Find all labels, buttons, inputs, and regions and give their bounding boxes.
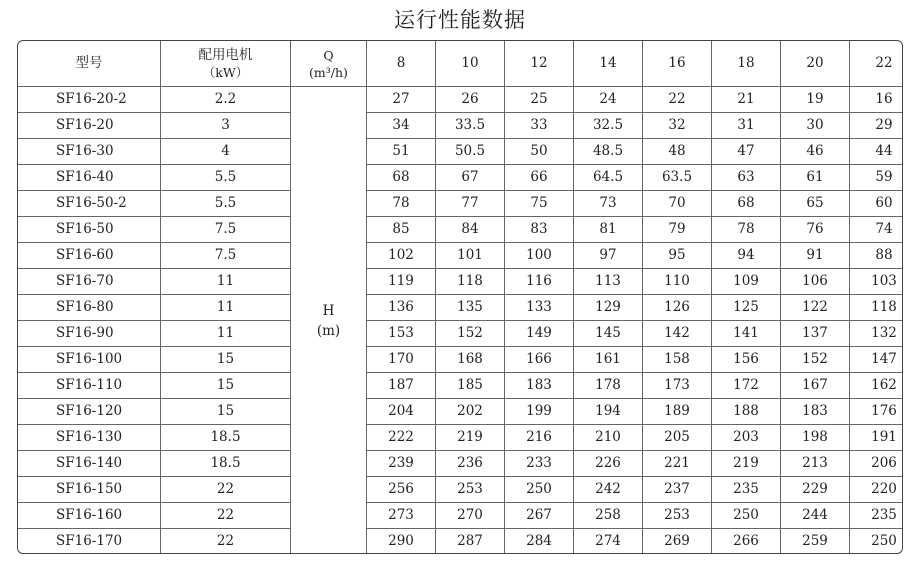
model-cell: SF16-140 bbox=[18, 451, 161, 477]
head-value-cell: 136 bbox=[367, 295, 436, 321]
head-value-cell: 101 bbox=[436, 243, 505, 269]
head-value-cell: 158 bbox=[643, 347, 712, 373]
head-value-cell: 32.5 bbox=[574, 113, 643, 139]
motor-power-cell: 22 bbox=[161, 529, 291, 555]
head-value-cell: 189 bbox=[643, 399, 712, 425]
head-value-cell: 156 bbox=[712, 347, 781, 373]
head-value-cell: 233 bbox=[505, 451, 574, 477]
head-value-cell: 253 bbox=[436, 477, 505, 503]
head-value-cell: 106 bbox=[781, 269, 850, 295]
motor-power-cell: 22 bbox=[161, 477, 291, 503]
head-value-cell: 152 bbox=[436, 321, 505, 347]
head-value-cell: 66 bbox=[505, 165, 574, 191]
table-row bbox=[18, 399, 904, 425]
motor-power-cell: 5.5 bbox=[161, 191, 291, 217]
header-flow-q bbox=[291, 41, 367, 87]
table-row bbox=[18, 451, 904, 477]
head-value-cell: 216 bbox=[505, 425, 574, 451]
head-value-cell: 162 bbox=[850, 373, 904, 399]
motor-power-cell: 18.5 bbox=[161, 425, 291, 451]
head-value-cell: 226 bbox=[574, 451, 643, 477]
head-value-cell: 221 bbox=[643, 451, 712, 477]
table-row bbox=[18, 113, 904, 139]
header-flow: 14 bbox=[574, 41, 643, 87]
head-value-cell: 287 bbox=[436, 529, 505, 555]
head-value-cell: 60 bbox=[850, 191, 904, 217]
head-value-cell: 145 bbox=[574, 321, 643, 347]
head-value-cell: 170 bbox=[367, 347, 436, 373]
head-value-cell: 267 bbox=[505, 503, 574, 529]
head-value-cell: 95 bbox=[643, 243, 712, 269]
header-flow: 12 bbox=[505, 41, 574, 87]
head-value-cell: 269 bbox=[643, 529, 712, 555]
header-flow: 8 bbox=[367, 41, 436, 87]
head-value-cell: 116 bbox=[505, 269, 574, 295]
head-value-cell: 205 bbox=[643, 425, 712, 451]
head-value-cell: 75 bbox=[505, 191, 574, 217]
head-value-cell: 63 bbox=[712, 165, 781, 191]
head-value-cell: 102 bbox=[367, 243, 436, 269]
table-row bbox=[18, 165, 904, 191]
head-value-cell: 191 bbox=[850, 425, 904, 451]
head-value-cell: 166 bbox=[505, 347, 574, 373]
head-value-cell: 198 bbox=[781, 425, 850, 451]
head-value-cell: 235 bbox=[850, 503, 904, 529]
head-value-cell: 122 bbox=[781, 295, 850, 321]
head-value-cell: 206 bbox=[850, 451, 904, 477]
head-value-cell: 204 bbox=[367, 399, 436, 425]
head-value-cell: 203 bbox=[712, 425, 781, 451]
head-value-cell: 239 bbox=[367, 451, 436, 477]
head-value-cell: 103 bbox=[850, 269, 904, 295]
head-value-cell: 110 bbox=[643, 269, 712, 295]
head-value-cell: 173 bbox=[643, 373, 712, 399]
model-cell: SF16-20 bbox=[18, 113, 161, 139]
table-row bbox=[18, 191, 904, 217]
head-value-cell: 94 bbox=[712, 243, 781, 269]
head-value-cell: 126 bbox=[643, 295, 712, 321]
head-value-cell: 30 bbox=[781, 113, 850, 139]
head-value-cell: 21 bbox=[712, 87, 781, 113]
motor-power-cell: 2.2 bbox=[161, 87, 291, 113]
head-value-cell: 68 bbox=[367, 165, 436, 191]
head-label-cell bbox=[291, 87, 367, 555]
head-value-cell: 74 bbox=[850, 217, 904, 243]
head-value-cell: 220 bbox=[850, 477, 904, 503]
motor-power-cell: 11 bbox=[161, 269, 291, 295]
head-value-cell: 76 bbox=[781, 217, 850, 243]
head-value-cell: 33.5 bbox=[436, 113, 505, 139]
head-value-cell: 167 bbox=[781, 373, 850, 399]
model-cell: SF16-50-2 bbox=[18, 191, 161, 217]
head-value-cell: 61 bbox=[781, 165, 850, 191]
model-cell: SF16-70 bbox=[18, 269, 161, 295]
header-flow: 18 bbox=[712, 41, 781, 87]
head-value-cell: 118 bbox=[850, 295, 904, 321]
head-value-cell: 65 bbox=[781, 191, 850, 217]
head-value-cell: 183 bbox=[505, 373, 574, 399]
model-cell: SF16-80 bbox=[18, 295, 161, 321]
head-value-cell: 113 bbox=[574, 269, 643, 295]
head-value-cell: 78 bbox=[712, 217, 781, 243]
model-cell: SF16-30 bbox=[18, 139, 161, 165]
head-value-cell: 50.5 bbox=[436, 139, 505, 165]
table-row bbox=[18, 425, 904, 451]
head-value-cell: 129 bbox=[574, 295, 643, 321]
head-value-cell: 210 bbox=[574, 425, 643, 451]
header-flow: 22 bbox=[850, 41, 904, 87]
motor-power-cell: 15 bbox=[161, 399, 291, 425]
header-motor-line2: （kW） bbox=[202, 64, 249, 80]
head-value-cell: 270 bbox=[436, 503, 505, 529]
head-value-cell: 70 bbox=[643, 191, 712, 217]
head-value-cell: 235 bbox=[712, 477, 781, 503]
head-value-cell: 47 bbox=[712, 139, 781, 165]
head-value-cell: 242 bbox=[574, 477, 643, 503]
header-q-line2: (m³/h) bbox=[309, 64, 348, 80]
head-value-cell: 290 bbox=[367, 529, 436, 555]
head-value-cell: 284 bbox=[505, 529, 574, 555]
head-value-cell: 222 bbox=[367, 425, 436, 451]
header-q-line1: Q bbox=[323, 47, 334, 63]
head-value-cell: 250 bbox=[505, 477, 574, 503]
head-value-cell: 229 bbox=[781, 477, 850, 503]
head-value-cell: 168 bbox=[436, 347, 505, 373]
head-value-cell: 213 bbox=[781, 451, 850, 477]
head-value-cell: 44 bbox=[850, 139, 904, 165]
motor-power-cell: 3 bbox=[161, 113, 291, 139]
head-value-cell: 137 bbox=[781, 321, 850, 347]
head-value-cell: 118 bbox=[436, 269, 505, 295]
head-value-cell: 125 bbox=[712, 295, 781, 321]
head-value-cell: 219 bbox=[436, 425, 505, 451]
head-value-cell: 202 bbox=[436, 399, 505, 425]
header-motor-line1: 配用电机 bbox=[198, 46, 253, 63]
head-value-cell: 141 bbox=[712, 321, 781, 347]
head-value-cell: 161 bbox=[574, 347, 643, 373]
performance-table-frame bbox=[17, 40, 903, 554]
model-cell: SF16-130 bbox=[18, 425, 161, 451]
head-value-cell: 63.5 bbox=[643, 165, 712, 191]
head-value-cell: 34 bbox=[367, 113, 436, 139]
header-model: 型号 bbox=[18, 41, 161, 87]
head-value-cell: 84 bbox=[436, 217, 505, 243]
head-value-cell: 194 bbox=[574, 399, 643, 425]
table-row bbox=[18, 295, 904, 321]
header-row bbox=[18, 41, 904, 87]
model-cell: SF16-120 bbox=[18, 399, 161, 425]
head-value-cell: 172 bbox=[712, 373, 781, 399]
table-row bbox=[18, 87, 904, 113]
head-value-cell: 83 bbox=[505, 217, 574, 243]
motor-power-cell: 11 bbox=[161, 295, 291, 321]
head-value-cell: 64.5 bbox=[574, 165, 643, 191]
header-motor bbox=[161, 41, 291, 87]
head-value-cell: 85 bbox=[367, 217, 436, 243]
head-value-cell: 185 bbox=[436, 373, 505, 399]
head-value-cell: 236 bbox=[436, 451, 505, 477]
head-value-cell: 274 bbox=[574, 529, 643, 555]
head-value-cell: 97 bbox=[574, 243, 643, 269]
head-value-cell: 258 bbox=[574, 503, 643, 529]
model-cell: SF16-90 bbox=[18, 321, 161, 347]
head-value-cell: 119 bbox=[367, 269, 436, 295]
head-value-cell: 91 bbox=[781, 243, 850, 269]
head-value-cell: 73 bbox=[574, 191, 643, 217]
table-row bbox=[18, 529, 904, 555]
motor-power-cell: 18.5 bbox=[161, 451, 291, 477]
head-value-cell: 51 bbox=[367, 139, 436, 165]
table-row bbox=[18, 347, 904, 373]
head-value-cell: 133 bbox=[505, 295, 574, 321]
head-value-cell: 266 bbox=[712, 529, 781, 555]
head-value-cell: 25 bbox=[505, 87, 574, 113]
head-value-cell: 142 bbox=[643, 321, 712, 347]
head-value-cell: 152 bbox=[781, 347, 850, 373]
head-value-cell: 81 bbox=[574, 217, 643, 243]
performance-table bbox=[17, 40, 903, 554]
model-cell: SF16-170 bbox=[18, 529, 161, 555]
motor-power-cell: 5.5 bbox=[161, 165, 291, 191]
head-value-cell: 50 bbox=[505, 139, 574, 165]
head-value-cell: 29 bbox=[850, 113, 904, 139]
head-value-cell: 79 bbox=[643, 217, 712, 243]
head-value-cell: 147 bbox=[850, 347, 904, 373]
head-value-cell: 250 bbox=[712, 503, 781, 529]
header-flow: 20 bbox=[781, 41, 850, 87]
head-value-cell: 176 bbox=[850, 399, 904, 425]
head-value-cell: 26 bbox=[436, 87, 505, 113]
head-value-cell: 244 bbox=[781, 503, 850, 529]
head-value-cell: 31 bbox=[712, 113, 781, 139]
model-cell: SF16-60 bbox=[18, 243, 161, 269]
model-cell: SF16-20-2 bbox=[18, 87, 161, 113]
header-flow: 16 bbox=[643, 41, 712, 87]
head-value-cell: 188 bbox=[712, 399, 781, 425]
head-value-cell: 59 bbox=[850, 165, 904, 191]
head-value-cell: 46 bbox=[781, 139, 850, 165]
table-row bbox=[18, 503, 904, 529]
head-value-cell: 187 bbox=[367, 373, 436, 399]
head-value-cell: 183 bbox=[781, 399, 850, 425]
head-value-cell: 78 bbox=[367, 191, 436, 217]
head-value-cell: 149 bbox=[505, 321, 574, 347]
head-value-cell: 77 bbox=[436, 191, 505, 217]
motor-power-cell: 4 bbox=[161, 139, 291, 165]
head-value-cell: 135 bbox=[436, 295, 505, 321]
head-value-cell: 199 bbox=[505, 399, 574, 425]
table-row bbox=[18, 269, 904, 295]
table-row bbox=[18, 477, 904, 503]
model-cell: SF16-110 bbox=[18, 373, 161, 399]
head-value-cell: 259 bbox=[781, 529, 850, 555]
motor-power-cell: 22 bbox=[161, 503, 291, 529]
head-value-cell: 153 bbox=[367, 321, 436, 347]
model-cell: SF16-160 bbox=[18, 503, 161, 529]
head-value-cell: 178 bbox=[574, 373, 643, 399]
table-row bbox=[18, 321, 904, 347]
head-value-cell: 48.5 bbox=[574, 139, 643, 165]
table-row bbox=[18, 243, 904, 269]
head-value-cell: 253 bbox=[643, 503, 712, 529]
motor-power-cell: 15 bbox=[161, 347, 291, 373]
head-value-cell: 256 bbox=[367, 477, 436, 503]
model-cell: SF16-100 bbox=[18, 347, 161, 373]
head-value-cell: 250 bbox=[850, 529, 904, 555]
head-value-cell: 68 bbox=[712, 191, 781, 217]
head-value-cell: 100 bbox=[505, 243, 574, 269]
head-value-cell: 24 bbox=[574, 87, 643, 113]
head-value-cell: 67 bbox=[436, 165, 505, 191]
motor-power-cell: 15 bbox=[161, 373, 291, 399]
motor-power-cell: 7.5 bbox=[161, 217, 291, 243]
head-value-cell: 48 bbox=[643, 139, 712, 165]
head-value-cell: 219 bbox=[712, 451, 781, 477]
table-row bbox=[18, 139, 904, 165]
table-row bbox=[18, 373, 904, 399]
head-value-cell: 16 bbox=[850, 87, 904, 113]
motor-power-cell: 7.5 bbox=[161, 243, 291, 269]
head-value-cell: 132 bbox=[850, 321, 904, 347]
head-value-cell: 19 bbox=[781, 87, 850, 113]
head-label-line1: H bbox=[322, 302, 335, 319]
model-cell: SF16-50 bbox=[18, 217, 161, 243]
head-value-cell: 88 bbox=[850, 243, 904, 269]
motor-power-cell: 11 bbox=[161, 321, 291, 347]
head-value-cell: 22 bbox=[643, 87, 712, 113]
head-value-cell: 109 bbox=[712, 269, 781, 295]
model-cell: SF16-150 bbox=[18, 477, 161, 503]
head-value-cell: 237 bbox=[643, 477, 712, 503]
page-title: 运行性能数据 bbox=[394, 8, 526, 32]
head-value-cell: 27 bbox=[367, 87, 436, 113]
model-cell: SF16-40 bbox=[18, 165, 161, 191]
head-label-line2: (m) bbox=[316, 322, 341, 339]
head-value-cell: 32 bbox=[643, 113, 712, 139]
table-row bbox=[18, 217, 904, 243]
header-flow: 10 bbox=[436, 41, 505, 87]
head-value-cell: 33 bbox=[505, 113, 574, 139]
head-value-cell: 273 bbox=[367, 503, 436, 529]
